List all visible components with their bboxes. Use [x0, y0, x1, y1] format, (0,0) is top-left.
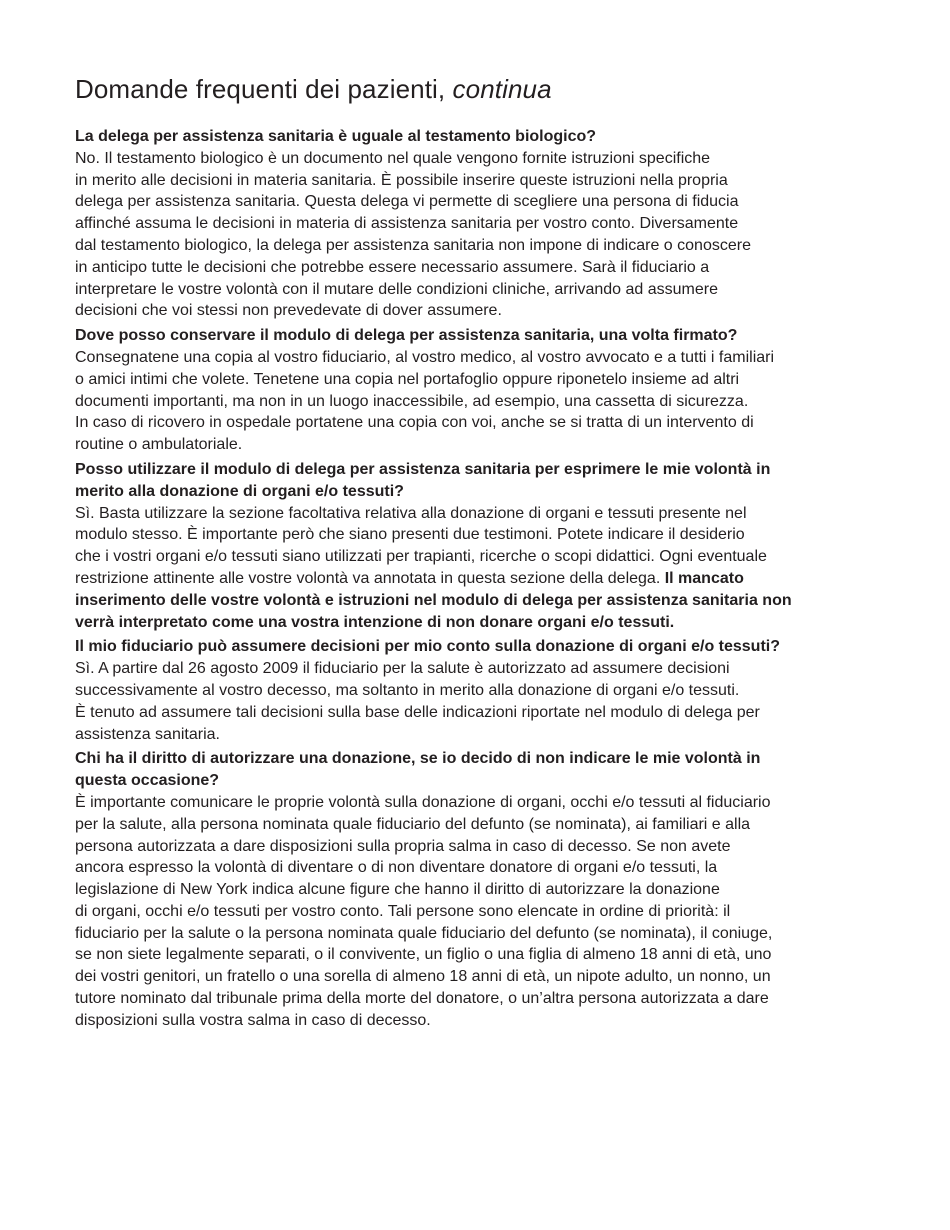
faq-answer	[75, 503, 885, 634]
answer-line: o amici intimi che volete. Tenetene una copia nel portafoglio oppure riponetelo insieme ad altri	[75, 370, 740, 388]
answer-line: In caso di ricovero in ospedale portatene una copia con voi, anche se si tratta di un intervento di	[75, 414, 754, 432]
document-page	[75, 72, 885, 1035]
question-line: questa occasione?	[75, 772, 220, 790]
answer-line: Sì. A partire dal 26 agosto 2009 il fiduciario per la salute è autorizzato ad assumere decisioni	[75, 660, 730, 678]
page-title-italic: continua	[452, 74, 552, 104]
page-title	[75, 72, 885, 106]
faq-item	[75, 325, 885, 456]
question-line: La delega per assistenza sanitaria è uguale al testamento biologico?	[75, 128, 597, 145]
question-line: Dove posso conservare il modulo di delega per assistenza sanitaria, una volta firmato?	[75, 327, 738, 345]
answer-line: Sì. Basta utilizzare la sezione facoltativa relativa alla donazione di organi e tessuti presente nel	[75, 504, 747, 522]
answer-line: persona autorizzata a dare disposizioni sulla propria salma in caso di decesso. Se non avete	[75, 837, 731, 855]
answer-line: documenti importanti, ma non in un luogo inaccessibile, ad esempio, una cassetta di sicurezza.	[75, 392, 749, 410]
answer-text: restrizione attinente alle vostre volontà va annotata in questa sezione della delega.	[75, 569, 665, 587]
question-line: Posso utilizzare il modulo di delega per assistenza sanitaria per esprimere le mie volontà in	[75, 460, 771, 478]
answer-line: routine o ambulatoriale.	[75, 436, 243, 454]
faq-answer	[75, 148, 885, 322]
faq-answer	[75, 792, 885, 1032]
faq-question	[75, 325, 885, 347]
question-line: Chi ha il diritto di autorizzare una donazione, se io decido di non indicare le mie volontà in	[75, 750, 761, 768]
answer-line: in merito alle decisioni in materia sanitaria. È possibile inserire queste istruzioni nella propria	[75, 171, 728, 189]
answer-line: per la salute, alla persona nominata quale fiduciario del defunto (se nominata), ai familiari e alla	[75, 815, 751, 833]
answer-line: in anticipo tutte le decisioni che potrebbe essere necessario assumere. Sarà il fiduciario a	[75, 258, 710, 276]
answer-line: È tenuto ad assumere tali decisioni sulla base delle indicazioni riportate nel modulo di delega per	[75, 703, 760, 721]
answer-line: fiduciario per la salute o la persona nominata quale fiduciario del defunto (se nominata), il coniuge,	[75, 924, 773, 942]
page-title-main: Domande frequenti dei pazienti,	[75, 74, 453, 104]
answer-bold-text: Il mancato	[664, 569, 744, 587]
answer-line: Consegnatene una copia al vostro fiduciario, al vostro medico, al vostro avvocato e a tutti i familiari	[75, 348, 775, 366]
question-line: merito alla donazione di organi e/o tessuti?	[75, 482, 404, 500]
question-line: Il mio fiduciario può assumere decisioni per mio conto sulla donazione di organi e/o tessuti?	[75, 638, 780, 656]
faq-answer	[75, 347, 885, 456]
answer-line: modulo stesso. È importante però che siano presenti due testimoni. Potete indicare il desiderio	[75, 526, 745, 544]
faq-question	[75, 748, 885, 792]
answer-line: legislazione di New York indica alcune figure che hanno il diritto di autorizzare la donazione	[75, 881, 720, 899]
answer-line: dei vostri genitori, un fratello o una sorella di almeno 18 anni di età, un nipote adulto, un nonno, un	[75, 968, 771, 986]
faq-question	[75, 126, 885, 148]
answer-line: È importante comunicare le proprie volontà sulla donazione di organi, occhi e/o tessuti al fiduciario	[75, 793, 771, 811]
answer-line: decisioni che voi stessi non prevedevate di dover assumere.	[75, 302, 502, 320]
answer-line: tutore nominato dal tribunale prima della morte del donatore, o un’altra persona autorizzata a dare	[75, 990, 769, 1008]
faq-question	[75, 636, 885, 658]
faq-question	[75, 459, 885, 503]
answer-line: No. Il testamento biologico è un documento nel quale vengono fornite istruzioni specifiche	[75, 149, 711, 167]
answer-line-mixed	[75, 568, 885, 590]
answer-line: disposizioni sulla vostra salma in caso di decesso.	[75, 1011, 431, 1029]
answer-bold-line: verrà interpretato come una vostra intenzione di non donare organi e/o tessuti.	[75, 613, 675, 631]
answer-line: che i vostri organi e/o tessuti siano utilizzati per trapianti, ricerche o scopi didattici. Ogni eventuale	[75, 548, 767, 566]
faq-item	[75, 748, 885, 1031]
answer-bold-line: inserimento delle vostre volontà e istruzioni nel modulo di delega per assistenza sanitaria non	[75, 591, 792, 609]
answer-line: assistenza sanitaria.	[75, 725, 220, 743]
answer-line: interpretare le vostre volontà con il mutare delle condizioni cliniche, arrivando ad assumere	[75, 280, 718, 298]
faq-item	[75, 126, 885, 322]
answer-line: dal testamento biologico, la delega per assistenza sanitaria non impone di indicare o conoscere	[75, 236, 751, 254]
faq-answer	[75, 658, 885, 745]
faq-item	[75, 636, 885, 745]
answer-line: successivamente al vostro decesso, ma soltanto in merito alla donazione di organi e/o tessuti.	[75, 681, 740, 699]
answer-line: delega per assistenza sanitaria. Questa delega vi permette di scegliere una persona di fiducia	[75, 193, 739, 211]
answer-line: ancora espresso la volontà di diventare o di non diventare donatore di organi e/o tessuti, la	[75, 859, 718, 877]
faq-item	[75, 459, 885, 633]
answer-line: se non siete legalmente separati, o il convivente, un figlio o una figlia di almeno 18 anni di età, uno	[75, 946, 772, 964]
answer-line: di organi, occhi e/o tessuti per vostro conto. Tali persone sono elencate in ordine di priorità: il	[75, 902, 731, 920]
answer-line: affinché assuma le decisioni in materia di assistenza sanitaria per vostro conto. Diversamente	[75, 215, 739, 233]
